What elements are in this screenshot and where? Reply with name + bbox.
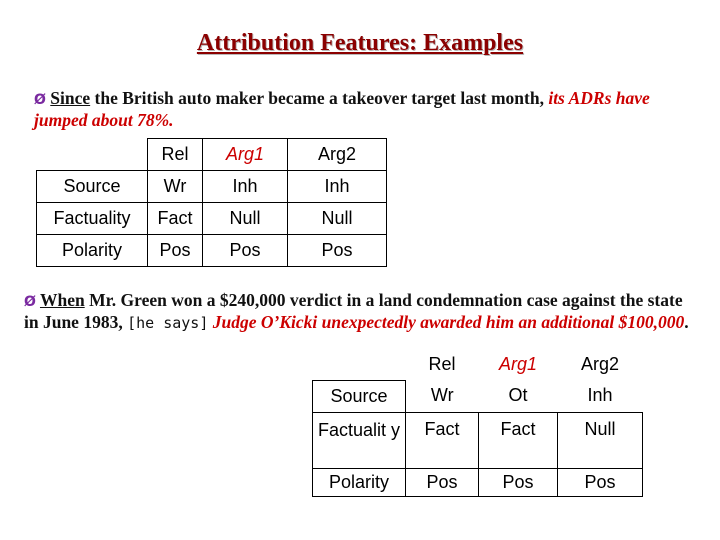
example-2-sentence [24,290,694,333]
table-header-cell: Rel [148,139,203,171]
attribution-table-2 [312,348,643,497]
table-cell: Ot [508,385,528,406]
table-header-cell: Arg1 [203,139,288,171]
table-cell: Null [203,203,288,235]
table-header-cell: Arg2 [288,139,387,171]
table-header-cell: Arg1 [498,353,538,374]
table-cell: Wr [148,171,203,203]
table-header-row [313,348,643,380]
table-cell: Pos [203,235,288,267]
table-row [37,203,387,235]
slide-title: Attribution Features: Examples [196,30,524,56]
table-row [37,171,387,203]
table-cell: Pos [148,235,203,267]
table-cell: Fact [406,412,479,468]
example-1-sentence [34,88,674,130]
table-row [313,468,643,496]
table-row-label: Polarity [313,468,406,496]
example-2-arg1-text: Mr. Green won a $240,000 verdict in a land condemnation case against the state in June 1983, [24,290,683,332]
table-header-cell [313,348,406,380]
table-cell: Pos [479,468,558,496]
table-cell: Null [558,412,643,468]
table-cell: Fact [479,412,558,468]
table-row-label: Source [313,380,406,412]
arrow-bullet-icon: Ø [34,92,46,108]
arrow-bullet-icon: Ø [24,294,36,310]
table-header-cell: Arg2 [580,353,620,374]
table-row-label: Source [37,171,148,203]
table-header-cell: Rel [428,353,456,374]
table-header-row [37,139,387,171]
table-row-label: Factuality [37,203,148,235]
example-1-arg2-text: its ADRs have jumped about 78%. [34,88,650,130]
example-2-arg2-text: Judge O’Kicki unexpectedly awarded him an additional $100,000 [208,312,685,332]
table-cell: Inh [587,385,613,406]
table-cell: Null [288,203,387,235]
table-row [313,380,643,412]
connective-since: Since [50,88,91,108]
table-cell: Pos [558,468,643,496]
table-cell: Wr [430,385,454,406]
table-row-label: Polarity [37,235,148,267]
table-cell: Inh [288,171,387,203]
example-1-arg1-text: the British auto maker became a takeover target last month, [90,88,549,108]
table-row-label: Factualit y [313,412,406,468]
table-header-cell [37,139,148,171]
attribution-table-1 [36,138,387,267]
table-cell: Inh [203,171,288,203]
sentence-period: . [684,312,689,332]
table-row [37,235,387,267]
table-cell: Pos [288,235,387,267]
attribution-span: [he says] [127,314,209,332]
connective-when: When [39,290,85,310]
table-cell: Fact [148,203,203,235]
table-row [313,412,643,468]
table-cell: Pos [406,468,479,496]
